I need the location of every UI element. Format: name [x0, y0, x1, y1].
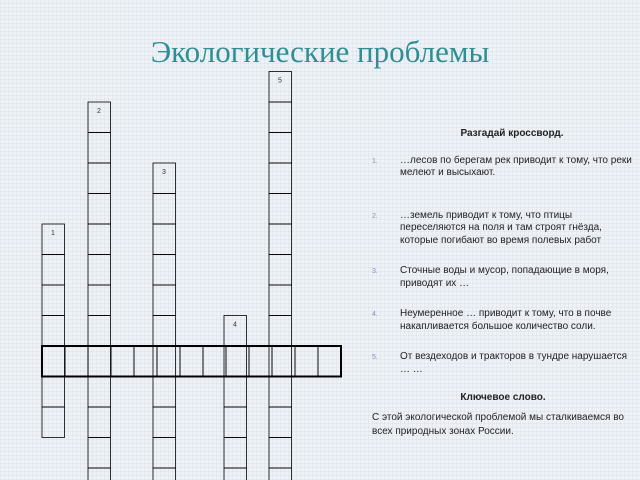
clues-heading: Разгадай кроссворд.: [460, 128, 564, 139]
keyword-cell[interactable]: [318, 346, 341, 377]
crossword-cell[interactable]: [153, 468, 176, 480]
crossword-cell[interactable]: [269, 72, 292, 103]
crossword-cell[interactable]: [269, 255, 292, 286]
crossword-cell[interactable]: [88, 194, 111, 225]
clue-item: [372, 155, 634, 180]
crossword-cell[interactable]: [224, 407, 247, 438]
keyword-cell[interactable]: [295, 346, 318, 377]
keyword-cell[interactable]: [180, 346, 203, 377]
crossword-cell[interactable]: [269, 102, 292, 133]
keyword-cell[interactable]: [226, 346, 249, 377]
clue-item: [372, 265, 634, 290]
keyword-cell[interactable]: [134, 346, 157, 377]
crossword-cell[interactable]: [224, 468, 247, 480]
keyword-cell[interactable]: [111, 346, 134, 377]
crossword-cell[interactable]: [88, 407, 111, 438]
clue-number-marker: 1: [51, 230, 55, 237]
crossword-cell[interactable]: [269, 194, 292, 225]
crossword-cell[interactable]: [42, 224, 65, 255]
crossword-cell[interactable]: [269, 285, 292, 316]
clue-item: [372, 210, 634, 248]
crossword-cell[interactable]: [88, 133, 111, 164]
crossword-cell[interactable]: [224, 438, 247, 469]
clue-number: 3.: [372, 268, 378, 275]
crossword-cell[interactable]: [269, 377, 292, 408]
crossword-cell[interactable]: [42, 285, 65, 316]
clue-text: …земель приводит к тому, что птицы переселяются на поля и там строят гнёзда, которые погибают во время полевых работ: [400, 209, 602, 246]
clue-item: [372, 351, 634, 376]
crossword-cell[interactable]: [153, 224, 176, 255]
crossword-cell[interactable]: [88, 224, 111, 255]
clue-text: От вездеходов и тракторов в тундре нарушается … …: [400, 351, 628, 375]
crossword-cell[interactable]: [269, 468, 292, 480]
crossword-cell[interactable]: [42, 377, 65, 408]
crossword-cell[interactable]: [42, 255, 65, 286]
clue-text: …лесов по берегам рек приводит к тому, что реки мелеют и высыхают.: [400, 154, 632, 178]
crossword-cell[interactable]: [88, 346, 111, 377]
keyword-title: Ключевое слово.: [460, 392, 546, 403]
clue-number-marker: 4: [233, 321, 237, 329]
keyword-cell[interactable]: [65, 346, 88, 377]
crossword-cell[interactable]: [153, 163, 176, 194]
crossword-cell[interactable]: [269, 438, 292, 469]
slide-title: Экологические проблемы: [150, 34, 490, 69]
keyword-cell[interactable]: [157, 346, 180, 377]
keyword-cell[interactable]: [42, 346, 65, 377]
clue-number: 5.: [372, 354, 378, 361]
keyword-cell[interactable]: [203, 346, 226, 377]
clue-text: Сточные воды и мусор, попадающие в моря, приводят их …: [400, 265, 609, 289]
crossword-cell[interactable]: [153, 255, 176, 286]
crossword-cell[interactable]: [88, 438, 111, 469]
crossword-cell[interactable]: [88, 285, 111, 316]
crossword-cell[interactable]: [88, 316, 111, 347]
keyword-row: [42, 346, 341, 377]
crossword-cell[interactable]: [269, 133, 292, 164]
clue-list: [372, 155, 634, 377]
crossword-cell[interactable]: [88, 163, 111, 194]
crossword-cell[interactable]: [269, 224, 292, 255]
crossword-cell[interactable]: [42, 316, 65, 347]
clue-number-marker: 2: [97, 108, 101, 115]
crossword-cell[interactable]: [88, 377, 111, 408]
crossword-cell[interactable]: [153, 194, 176, 225]
clue-text: Неумеренное … приводит к тому, что в почве накапливается большое количество соли.: [400, 308, 612, 332]
crossword-cell[interactable]: [88, 468, 111, 480]
crossword-cell[interactable]: [153, 285, 176, 316]
clue-item: [372, 308, 634, 333]
keyword-cell[interactable]: [249, 346, 272, 377]
crossword-cell[interactable]: [42, 346, 65, 377]
crossword-cell[interactable]: [153, 377, 176, 408]
crossword-cell[interactable]: [88, 102, 111, 133]
keyword-cell[interactable]: [88, 346, 111, 377]
clue-number-marker: 5: [278, 77, 282, 85]
crossword-cell[interactable]: [269, 407, 292, 438]
crossword-cell[interactable]: [88, 255, 111, 286]
clues-panel: [372, 128, 634, 439]
crossword-cell[interactable]: [153, 316, 176, 347]
crossword-cell[interactable]: [224, 377, 247, 408]
crossword-cell[interactable]: [42, 407, 65, 438]
crossword-cell[interactable]: [153, 407, 176, 438]
clue-number: 4.: [372, 311, 378, 318]
crossword-cell[interactable]: [269, 163, 292, 194]
clue-number: 1.: [372, 157, 378, 165]
crossword-cell[interactable]: [224, 316, 247, 347]
clue-number: 2.: [372, 212, 378, 220]
clue-number-marker: 3: [162, 169, 166, 176]
keyword-text: С этой экологической проблемой мы сталкиваемся во всех природных зонах России.: [372, 411, 624, 437]
crossword-cell[interactable]: [153, 346, 176, 377]
crossword-cell[interactable]: [153, 438, 176, 469]
crossword-cell[interactable]: [269, 316, 292, 347]
crossword-cell[interactable]: [224, 346, 247, 377]
